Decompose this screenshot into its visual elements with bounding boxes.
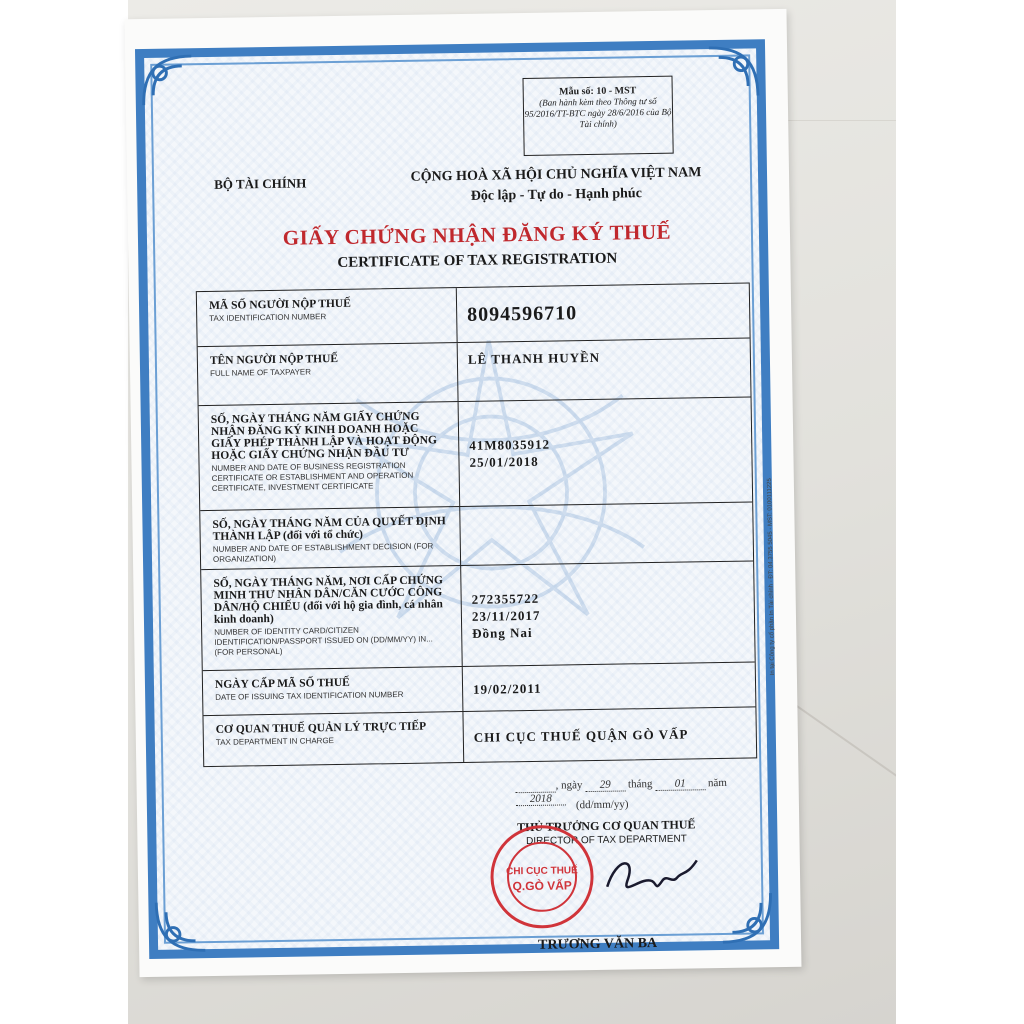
id-card-place: Đồng Nai <box>472 624 533 641</box>
tax-department-value: CHI CỤC THUẾ QUẬN GÒ VẤP <box>473 725 689 745</box>
business-cert-date: 25/01/2018 <box>469 453 539 470</box>
row-label-en: NUMBER AND DATE OF ESTABLISHMENT DECISION (FOR ORGANIZATION) <box>212 541 434 564</box>
table-row <box>197 283 750 347</box>
national-motto: Độc lập - Tự do - Hạnh phúc <box>470 186 643 204</box>
signer-title: THỦ TRƯỞNG CƠ QUAN THUẾ <box>516 817 696 835</box>
taxpayer-name-value: LÊ THANH HUYỀN <box>467 349 601 367</box>
page-subtitle: CERTIFICATE OF TAX REGISTRATION <box>337 250 618 271</box>
row-label: TÊN NGƯỜI NỘP THUẾ <box>209 352 339 367</box>
tax-id-value: 8094596710 <box>467 301 578 326</box>
corner-ornament-icon <box>717 888 776 947</box>
row-label: MÃ SỐ NGƯỜI NỘP THUẾ <box>208 297 351 312</box>
handwritten-signature-icon <box>597 845 708 907</box>
row-label: SỐ, NGÀY THÁNG NĂM GIẤY CHỨNG NHẬN ĐĂNG KÝ KINH DOANH HOẶC GIẤY PHÉP THÀNH LẬP VÀ HOẠT ĐỘNG HOẶC GIẤY CHỨNG NHẬN ĐẦU TƯ <box>210 410 438 462</box>
signer-name: TRƯƠNG VĂN BA <box>537 936 658 953</box>
row-label-en: NUMBER OF IDENTITY CARD/CITIZEN IDENTIFICATION/PASSPORT ISSUED ON (DD/MM/YY) IN... (FOR PERSONAL) <box>214 625 433 657</box>
ministry-name: BỘ TÀI CHÍNH <box>214 175 307 192</box>
id-card-number: 272355722 <box>471 590 540 607</box>
row-label-en: FULL NAME OF TAXPAYER <box>210 367 312 378</box>
decorative-border <box>135 39 779 959</box>
form-note: (Ban hành kèm theo Thông tư số 95/2016/TT-BTC ngày 28/6/2016 của Bộ Tài chính) <box>524 95 672 130</box>
registration-table <box>196 282 757 767</box>
row-label-en: DATE OF ISSUING TAX IDENTIFICATION NUMBER <box>215 689 404 702</box>
table-row <box>199 397 753 511</box>
row-label: CƠ QUAN THUẾ QUẢN LÝ TRỰC TIẾP <box>215 720 427 736</box>
corner-ornament-icon <box>704 42 763 101</box>
form-number: Mẫu số: 10 - MST <box>559 85 637 98</box>
date-format-hint: (dd/mm/yy) <box>575 798 629 812</box>
form-number-box <box>522 76 673 156</box>
issue-date-line: , ngày 29 tháng 01 năm 2018 <box>516 776 768 806</box>
table-row <box>198 338 751 406</box>
row-label: NGÀY CẤP MÃ SỐ THUẾ <box>214 676 350 691</box>
printer-imprint: In tại Công ty cổ phần In Tài chính - ĐT: 04.3755 5045 - MST: 0100111225 <box>766 478 776 676</box>
tax-id-issue-date: 19/02/2011 <box>472 680 542 697</box>
row-label-en: TAX IDENTIFICATION NUMBER <box>209 312 327 323</box>
establishment-decision-value <box>471 532 743 536</box>
corner-ornament-icon <box>151 897 210 956</box>
official-stamp-icon <box>488 823 596 931</box>
stamp-text: Q.GÒ VẤP <box>512 878 572 894</box>
id-card-date: 23/11/2017 <box>471 607 541 624</box>
certificate-paper <box>125 9 802 977</box>
row-label: SỐ, NGÀY THÁNG NĂM CỦA QUYẾT ĐỊNH THÀNH LẬP (đối với tổ chức) <box>212 515 446 543</box>
nation-name: CỘNG HOÀ XÃ HỘI CHỦ NGHĨA VIỆT NAM <box>410 165 702 185</box>
page-title: GIẤY CHỨNG NHẬN ĐĂNG KÝ THUẾ <box>282 219 672 250</box>
corner-ornament-icon <box>138 51 197 110</box>
row-label-en: NUMBER AND DATE OF BUSINESS REGISTRATION CERTIFICATE OR ESTABLISHMENT AND OPERATION CERTIFICATE, INVESTMENT CERTIFICATE <box>211 460 414 493</box>
business-cert-number: 41M8035912 <box>469 436 551 453</box>
row-label-en: TAX DEPARTMENT IN CHARGE <box>215 736 335 747</box>
signer-title-en: DIRECTOR OF TAX DEPARTMENT <box>526 833 687 848</box>
table-row <box>203 707 756 766</box>
background-right <box>896 0 1024 1024</box>
table-row <box>200 502 753 570</box>
table-row <box>201 561 755 671</box>
background-left <box>0 0 128 1024</box>
stamp-text: CHI CỤC THUẾ <box>506 865 578 878</box>
row-label: SỐ, NGÀY THÁNG NĂM, NƠI CẤP CHỨNG MINH THƯ NHÂN DÂN/CĂN CƯỚC CÔNG DÂN/HỘ CHIẾU (đối với hộ gia đình, cá nhân kinh doanh) <box>213 574 444 626</box>
